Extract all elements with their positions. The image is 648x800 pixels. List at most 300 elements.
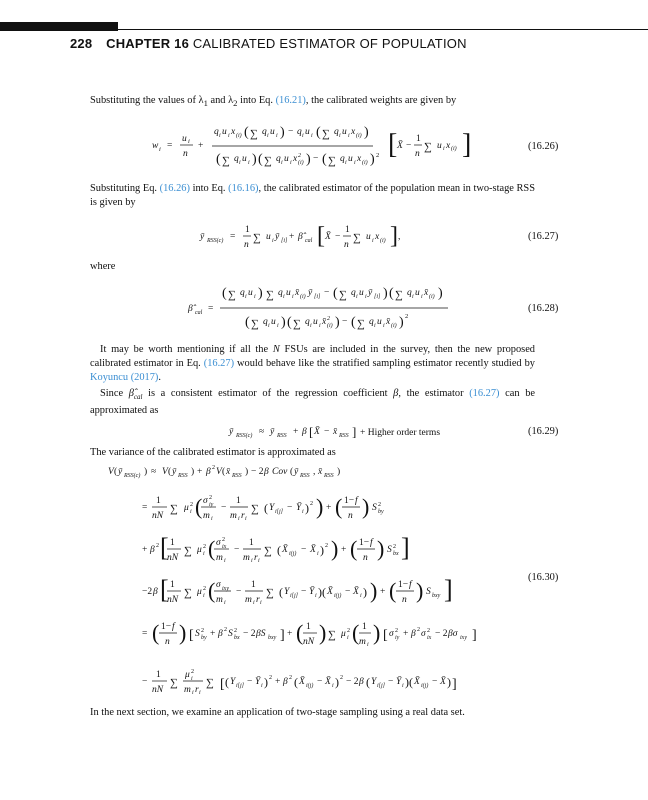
svg-text:u: u <box>366 232 371 242</box>
svg-text:RSS: RSS <box>232 473 242 479</box>
svg-text:i: i <box>203 551 205 557</box>
svg-text:bxy: bxy <box>432 593 441 599</box>
svg-text:β: β <box>264 467 269 477</box>
svg-text:=: = <box>167 141 173 151</box>
svg-text:+: + <box>403 629 409 639</box>
svg-text:]: ] <box>472 628 477 643</box>
svg-text:(: ( <box>296 620 304 645</box>
svg-text:(: ( <box>290 467 294 477</box>
svg-text:i[j]: i[j] <box>377 683 386 689</box>
svg-text:): ) <box>245 467 249 477</box>
svg-text:1: 1 <box>170 580 175 590</box>
svg-text:i: i <box>283 294 285 300</box>
equation-number: (16.26) <box>528 141 559 152</box>
svg-text:u: u <box>305 127 310 137</box>
svg-text:by: by <box>201 635 207 641</box>
svg-text:2: 2 <box>427 628 430 634</box>
svg-text:q: q <box>278 288 283 298</box>
svg-text:(: ( <box>244 125 249 140</box>
paragraph-since: Since $\betâ_{cal}$ is a consistent estimator of the regression coefficient β, the estimator (16.27) can be approximated as <box>90 388 535 417</box>
svg-text:): ) <box>144 467 148 477</box>
svg-text:i: i <box>253 600 255 606</box>
svg-text:1: 1 <box>251 580 256 590</box>
svg-text:ix: ix <box>222 544 227 550</box>
svg-text:nN: nN <box>152 685 164 695</box>
svg-text:i: i <box>319 323 321 329</box>
svg-text:(: ( <box>287 315 292 330</box>
svg-text:i: i <box>383 323 385 329</box>
svg-text:(: ( <box>322 152 327 167</box>
label-where: where <box>90 261 116 272</box>
svg-text:f: f <box>355 496 358 506</box>
citation-link[interactable]: Koyuncu (2017) <box>90 372 159 384</box>
svg-text:RSS(c): RSS(c) <box>124 473 141 479</box>
svg-text:i: i <box>267 133 269 139</box>
svg-text:RSS: RSS <box>300 473 310 479</box>
svg-text:): ) <box>320 543 324 557</box>
svg-text:): ) <box>191 467 195 477</box>
svg-text:− 2: − 2 <box>243 629 256 639</box>
svg-text:1−: 1− <box>344 496 355 506</box>
svg-text:i: i <box>339 133 341 139</box>
svg-text:2: 2 <box>212 465 215 471</box>
equation-number: (16.27) <box>528 231 559 242</box>
svg-text:Ȳ: Ȳ <box>255 677 261 687</box>
svg-text:): ) <box>377 536 385 561</box>
svg-text:−: − <box>301 587 307 597</box>
paragraph-substituting: Substituting Eq. (16.26) into Eq. (16.16), the calibrated estimator of the population mean in two-stage RSS is given by <box>90 183 535 209</box>
svg-text:bxy: bxy <box>268 635 277 641</box>
svg-text:β̂: β̂ <box>188 304 193 314</box>
svg-text:nN: nN <box>152 511 164 521</box>
svg-text:i: i <box>192 690 194 696</box>
svg-text:(i): (i) <box>356 133 362 139</box>
svg-text:i: i <box>245 516 247 522</box>
svg-text:i: i <box>360 593 362 599</box>
svg-text:− 2: − 2 <box>346 677 359 687</box>
svg-text:i: i <box>238 516 240 522</box>
svg-text:i: i <box>219 133 221 139</box>
svg-text:−: − <box>345 587 351 597</box>
svg-text:−: − <box>288 127 294 137</box>
svg-text:[i]: [i] <box>374 294 381 300</box>
svg-text:X̄: X̄ <box>327 587 333 597</box>
svg-text:nN: nN <box>167 553 179 563</box>
svg-text:): ) <box>331 536 339 561</box>
svg-text:x̄: x̄ <box>333 427 338 437</box>
svg-text:∑: ∑ <box>184 587 192 599</box>
svg-text:n: n <box>344 240 349 250</box>
svg-text:n: n <box>183 149 188 159</box>
svg-text:(: ( <box>114 467 118 477</box>
paragraph-next-section: In the next section, we examine an application of two-stage sampling using a real data set. <box>90 707 465 718</box>
svg-text:m: m <box>216 595 223 605</box>
equation-link[interactable]: (16.27) <box>469 388 500 399</box>
svg-text:(: ( <box>294 675 298 689</box>
svg-text:i: i <box>347 635 349 641</box>
svg-text:i: i <box>292 294 294 300</box>
svg-text:RSS(c): RSS(c) <box>236 433 253 439</box>
svg-text:2: 2 <box>224 627 227 633</box>
svg-text:X̄: X̄ <box>397 141 403 151</box>
svg-text:x̄: x̄ <box>386 317 391 327</box>
svg-text:(: ( <box>352 620 360 645</box>
svg-text:i: i <box>302 509 304 515</box>
svg-text:∑: ∑ <box>250 128 258 140</box>
svg-text:∑: ∑ <box>170 503 178 515</box>
svg-text:q: q <box>263 317 268 327</box>
svg-text:−: − <box>236 587 242 597</box>
svg-text:i: i <box>258 558 260 564</box>
svg-text:∑: ∑ <box>264 545 272 557</box>
svg-text:ȳ: ȳ <box>270 427 275 437</box>
svg-text:∑: ∑ <box>395 289 403 301</box>
svg-text:ixy: ixy <box>222 586 229 592</box>
chapter-title: CALIBRATED ESTIMATOR OF POPULATION <box>192 36 467 51</box>
svg-text:βS: βS <box>256 629 266 639</box>
svg-text:i: i <box>251 558 253 564</box>
svg-text:μ: μ <box>185 670 190 680</box>
svg-text:n: n <box>348 511 353 521</box>
svg-text:−: − <box>287 503 293 513</box>
svg-text:2: 2 <box>203 586 206 592</box>
svg-text:i: i <box>261 683 263 689</box>
svg-text:): ) <box>370 578 378 603</box>
svg-text:bx: bx <box>393 551 399 557</box>
svg-text:i: i <box>190 509 192 515</box>
svg-text:X̄: X̄ <box>314 427 320 437</box>
svg-text:1: 1 <box>416 134 421 144</box>
svg-text:i: i <box>268 323 270 329</box>
chapter-label: CHAPTER 16 <box>106 36 190 51</box>
svg-text:x: x <box>351 127 356 137</box>
svg-text:−: − <box>313 154 319 164</box>
svg-text:): ) <box>364 125 369 140</box>
svg-text:β: β <box>153 587 158 597</box>
svg-text:i: i <box>310 323 312 329</box>
svg-text:(i): (i) <box>298 160 304 166</box>
svg-text:i: i <box>317 551 319 557</box>
svg-text:i: i <box>199 690 201 696</box>
svg-text:−: − <box>324 288 330 298</box>
svg-text:(: ( <box>389 578 397 603</box>
paragraph-intro: Substituting the values of $\lambda_1$ and $\lambda_2$ into Eq. (16.21), the calibrated weights are given by <box>90 95 457 109</box>
svg-text:i: i <box>356 294 358 300</box>
equation-number: (16.29) <box>528 426 559 437</box>
svg-text:by: by <box>378 509 384 515</box>
svg-text:[: [ <box>160 533 169 562</box>
svg-text:i: i <box>332 683 334 689</box>
svg-text:∑: ∑ <box>251 318 259 330</box>
svg-text:)(: )( <box>318 585 326 599</box>
svg-text:∑: ∑ <box>266 289 274 301</box>
svg-text:[: [ <box>309 424 314 439</box>
svg-text:,: , <box>313 467 316 477</box>
svg-text:q: q <box>214 127 219 137</box>
svg-text:+: + <box>275 677 281 687</box>
svg-text:RSS(c): RSS(c) <box>207 238 224 244</box>
svg-text:(: ( <box>195 494 203 519</box>
equation-link[interactable]: (16.26) <box>159 183 190 194</box>
svg-text:i: i <box>248 160 250 166</box>
svg-text:− 2: − 2 <box>251 467 264 477</box>
svg-text:[: [ <box>160 575 169 604</box>
svg-text:−: − <box>317 677 323 687</box>
svg-text:q: q <box>407 288 412 298</box>
svg-text:u: u <box>342 127 347 137</box>
svg-text:ȳ: ȳ <box>200 232 205 242</box>
svg-text:∑: ∑ <box>184 545 192 557</box>
svg-text:n: n <box>363 553 368 563</box>
svg-text:(: ( <box>152 620 160 645</box>
svg-text:w: w <box>152 141 159 151</box>
svg-text:[i]: [i] <box>314 294 321 300</box>
svg-text:i: i <box>367 642 369 648</box>
svg-text:−: − <box>342 317 348 327</box>
svg-text:]: ] <box>390 223 398 249</box>
svg-text:ȳ: ȳ <box>368 288 373 298</box>
svg-text:(i): (i) <box>327 323 333 329</box>
svg-text:∑: ∑ <box>328 629 336 641</box>
svg-text:2: 2 <box>325 543 328 549</box>
svg-text:(: ( <box>258 152 263 167</box>
svg-text:− 2: − 2 <box>435 629 448 639</box>
svg-text:RSS: RSS <box>339 433 349 439</box>
svg-text:i: i <box>345 160 347 166</box>
svg-text:u: u <box>415 288 420 298</box>
svg-text:β: β <box>283 677 288 687</box>
svg-text:σ: σ <box>216 580 221 590</box>
svg-text:2: 2 <box>378 502 381 508</box>
svg-text:2: 2 <box>201 628 204 634</box>
svg-text:i[j]: i[j] <box>290 593 299 599</box>
svg-text:(: ( <box>389 286 394 301</box>
svg-text:μ: μ <box>341 629 346 639</box>
svg-text:ȳ: ȳ <box>294 467 299 477</box>
svg-text:): ) <box>281 315 286 330</box>
svg-text:∑: ∑ <box>328 155 336 167</box>
svg-text:r: r <box>256 595 260 605</box>
svg-text:∑: ∑ <box>339 289 347 301</box>
svg-text:iy: iy <box>395 635 400 641</box>
svg-text:ix: ix <box>427 635 432 641</box>
svg-text:[: [ <box>388 129 398 160</box>
svg-text:): ) <box>335 315 340 330</box>
svg-text:β̂: β̂ <box>298 232 303 242</box>
svg-text:2: 2 <box>417 627 420 633</box>
svg-text:+: + <box>197 467 203 477</box>
svg-text:i: i <box>354 160 356 166</box>
svg-text:X̄: X̄ <box>310 545 316 555</box>
svg-text:ȳ: ȳ <box>229 427 234 437</box>
svg-text:): ) <box>438 286 443 301</box>
svg-text:i: i <box>372 238 374 244</box>
svg-text:x̄: x̄ <box>318 467 323 477</box>
svg-text:2: 2 <box>310 501 313 507</box>
svg-text:V: V <box>216 467 222 477</box>
svg-text:f: f <box>370 538 373 548</box>
svg-text:(: ( <box>208 578 216 603</box>
svg-text:ȳ: ȳ <box>308 288 313 298</box>
svg-text:+: + <box>341 545 347 555</box>
svg-text:RSS: RSS <box>277 433 287 439</box>
svg-text:S: S <box>387 545 392 555</box>
svg-text:)(: )( <box>405 675 413 689</box>
svg-text:u: u <box>271 317 276 327</box>
svg-text:(: ( <box>350 536 358 561</box>
svg-text:i: i <box>272 238 274 244</box>
svg-text:∑: ∑ <box>251 503 259 515</box>
svg-text:RSS: RSS <box>178 473 188 479</box>
svg-text:(i): (i) <box>300 294 306 300</box>
svg-text:Ȳ: Ȳ <box>309 587 315 597</box>
paragraph-variance: The variance of the calibrated estimator is approximated as <box>90 447 336 458</box>
svg-text:≈: ≈ <box>259 427 265 437</box>
svg-text:β: β <box>359 677 364 687</box>
svg-text:2: 2 <box>405 313 409 320</box>
svg-text:i: i <box>203 593 205 599</box>
svg-text:σ: σ <box>216 538 221 548</box>
svg-text:S: S <box>426 587 431 597</box>
svg-text:i: i <box>311 133 313 139</box>
svg-text:i: i <box>191 676 193 682</box>
svg-text:i: i <box>276 133 278 139</box>
equation-link[interactable]: (16.21) <box>275 95 306 106</box>
svg-text:1: 1 <box>170 538 175 548</box>
svg-text:β: β <box>150 545 155 555</box>
svg-text:−: − <box>301 545 307 555</box>
svg-text:Ȳ: Ȳ <box>396 677 402 687</box>
svg-text:[: [ <box>317 223 325 249</box>
svg-text:−: − <box>142 677 148 687</box>
svg-text:∑: ∑ <box>228 289 236 301</box>
svg-text:(i): (i) <box>429 294 435 300</box>
svg-text:(: ( <box>225 675 229 689</box>
svg-text:m: m <box>230 511 237 521</box>
svg-text:q: q <box>351 288 356 298</box>
svg-text:2: 2 <box>393 544 396 550</box>
svg-text:x: x <box>375 232 380 242</box>
svg-text:i: i <box>443 146 445 152</box>
svg-text:ȳ: ȳ <box>275 232 280 242</box>
svg-text:q: q <box>369 317 374 327</box>
svg-text:2: 2 <box>190 502 193 508</box>
svg-text:1: 1 <box>156 670 161 680</box>
svg-text:q: q <box>340 154 345 164</box>
svg-text:i[j]: i[j] <box>236 683 245 689</box>
svg-text:−: − <box>324 427 330 437</box>
svg-text:r: r <box>195 685 199 695</box>
svg-text:cal: cal <box>195 310 203 316</box>
svg-text:σ: σ <box>389 629 394 639</box>
svg-text:μ: μ <box>197 587 202 597</box>
svg-text:f: f <box>409 580 412 590</box>
svg-text:2: 2 <box>347 628 350 634</box>
svg-text:2: 2 <box>209 495 212 501</box>
svg-text:x: x <box>446 141 451 151</box>
svg-text:): ) <box>373 620 381 645</box>
svg-text:): ) <box>399 315 404 330</box>
svg-text:i: i <box>188 138 190 145</box>
svg-text:1: 1 <box>345 225 350 235</box>
svg-text:i: i <box>159 146 161 153</box>
svg-text:[: [ <box>220 677 225 692</box>
svg-text:1: 1 <box>236 496 241 506</box>
svg-text:x: x <box>293 154 298 164</box>
svg-text:Y: Y <box>269 503 275 513</box>
svg-text:n: n <box>415 149 420 159</box>
svg-text:∑: ∑ <box>353 232 361 244</box>
svg-text:r: r <box>254 553 258 563</box>
equation-link[interactable]: (16.16) <box>228 183 259 194</box>
svg-text:i: i <box>277 323 279 329</box>
svg-text:X̄: X̄ <box>440 677 446 687</box>
svg-text:1−: 1− <box>359 538 370 548</box>
svg-text:]: ] <box>452 677 457 692</box>
svg-text:2: 2 <box>191 669 194 675</box>
svg-text:q: q <box>262 127 267 137</box>
svg-text:2: 2 <box>222 537 225 543</box>
svg-text:): ) <box>447 675 451 689</box>
svg-text:q: q <box>334 127 339 137</box>
svg-text:[i]: [i] <box>281 238 288 244</box>
svg-text:q: q <box>240 288 245 298</box>
svg-text:u: u <box>242 154 247 164</box>
svg-text:): ) <box>337 467 341 477</box>
higher-order-terms: + Higher order terms <box>360 428 441 438</box>
svg-text:): ) <box>335 675 339 689</box>
svg-text:β: β <box>218 629 223 639</box>
svg-text:,: , <box>398 232 401 242</box>
svg-text:i: i <box>245 294 247 300</box>
equation-link[interactable]: (16.27) <box>203 358 235 370</box>
svg-text:): ) <box>179 620 187 645</box>
svg-text:): ) <box>316 494 324 519</box>
svg-text:u: u <box>313 317 318 327</box>
svg-text:): ) <box>370 152 375 167</box>
svg-text:(i): (i) <box>362 160 368 166</box>
svg-text:u: u <box>266 232 271 242</box>
svg-text:(: ( <box>216 152 221 167</box>
svg-text:i: i <box>421 294 423 300</box>
svg-text:i(j): i(j) <box>421 683 429 689</box>
svg-text:≈: ≈ <box>151 467 157 477</box>
svg-text:m: m <box>203 511 210 521</box>
svg-text:σ: σ <box>203 496 208 506</box>
svg-text:u: u <box>270 127 275 137</box>
page-number: 228 <box>70 36 93 51</box>
svg-text:(: ( <box>222 286 227 301</box>
svg-text:σ: σ <box>421 629 426 639</box>
svg-text:X̄: X̄ <box>325 232 331 242</box>
svg-text:u: u <box>377 317 382 327</box>
svg-text:x̄: x̄ <box>424 288 429 298</box>
svg-text:(i): (i) <box>451 146 457 152</box>
svg-text:−: − <box>335 232 341 242</box>
svg-text:S: S <box>195 629 200 639</box>
svg-text:2: 2 <box>234 628 237 634</box>
svg-text:x̄: x̄ <box>295 288 300 298</box>
svg-text:i: i <box>224 600 226 606</box>
svg-text:2: 2 <box>298 153 301 159</box>
svg-text:∑: ∑ <box>253 232 261 244</box>
svg-text:i: i <box>315 593 317 599</box>
svg-text:(i): (i) <box>391 323 397 329</box>
svg-text:=: = <box>230 232 236 242</box>
svg-text:(: ( <box>208 536 216 561</box>
svg-text:(: ( <box>351 315 356 330</box>
svg-text:i: i <box>228 133 230 139</box>
